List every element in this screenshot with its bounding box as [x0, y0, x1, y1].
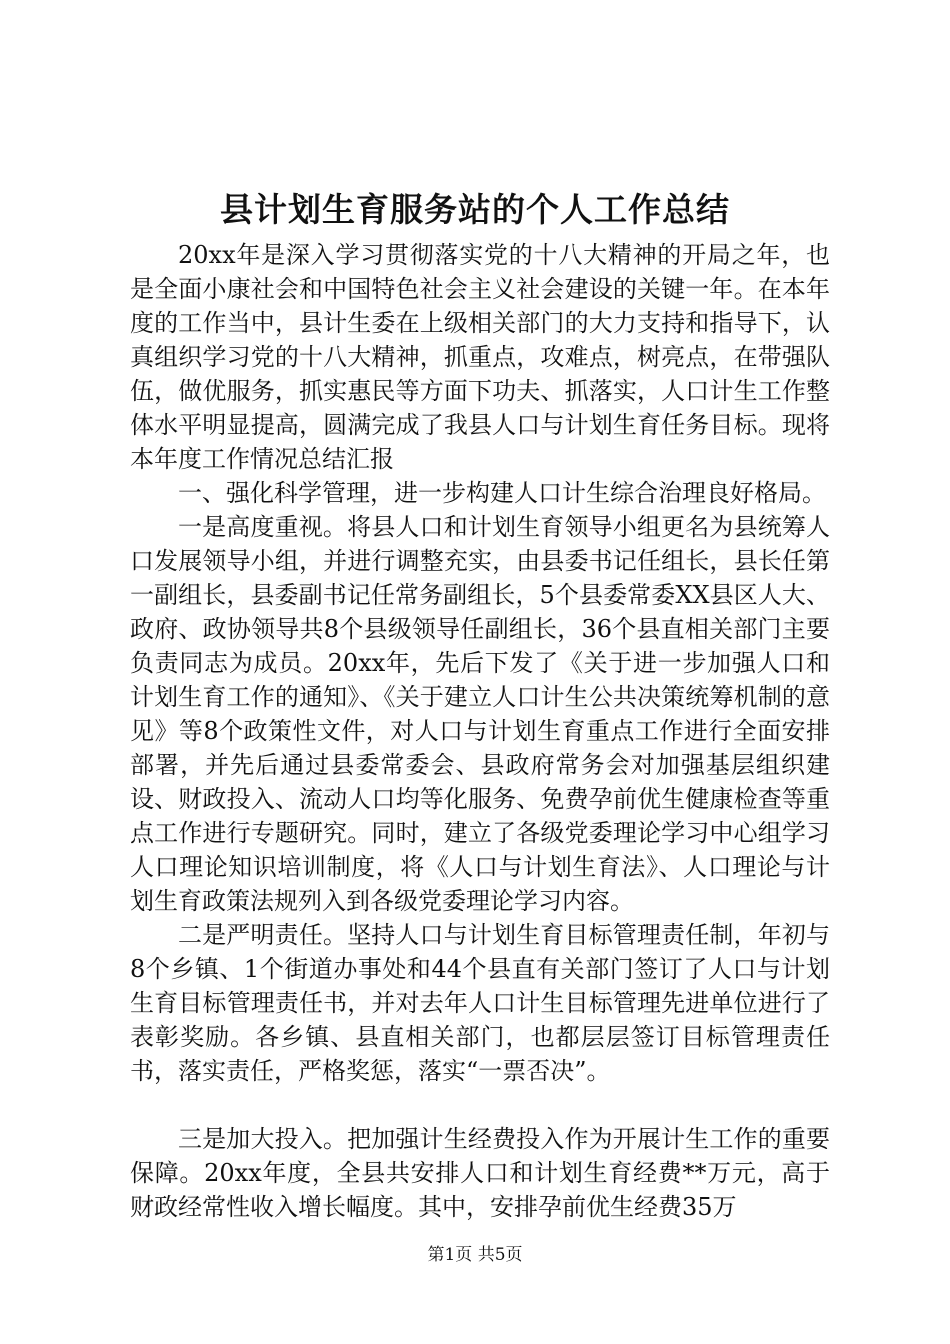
document-title: 县计划生育服务站的个人工作总结 [220, 190, 730, 229]
paragraph-point-three: 三是加大投入。把加强计生经费投入作为开展计生工作的重要保障。20xx年度，全县共安排人口和计划生育经费**万元，高于财政经常性收入增长幅度。其中，安排孕前优生经费35万 [130, 1125, 830, 1221]
paragraph-point-two: 二是严明责任。坚持人口与计划生育目标管理责任制，年初与8个乡镇、1个街道办事处和44个县直有关部门签订了人口与计划生育目标管理责任书，并对去年人口计生目标管理先进单位进行了表彰奖励。各乡镇、县直相关部门，也都层层签订目标管理责任书，落实责任，严格奖惩，落实“一票否决”。 [130, 921, 830, 1085]
document-body [130, 238, 830, 1224]
paragraph-intro: 20xx年是深入学习贯彻落实党的十八大精神的开局之年，也是全面小康社会和中国特色社会主义社会建设的关键一年。在本年度的工作当中，县计生委在上级相关部门的大力支持和指导下，认真组织学习党的十八大精神，抓重点，攻难点，树亮点，在带强队伍，做优服务，抓实惠民等方面下功夫、抓落实，人口计生工作整体水平明显提高，圆满完成了我县人口与计划生育任务目标。现将本年度工作情况总结汇报 [130, 241, 830, 473]
paragraph-point-one: 一是高度重视。将县人口和计划生育领导小组更名为县统筹人口发展领导小组，并进行调整充实，由县委书记任组长，县长任第一副组长，县委副书记任常务副组长，5个县委常委XX县区人大、政府、政协领导共8个县级领导任副组长，36个县直相关部门主要负责同志为成员。20xx年，先后下发了《关于进一步加强人口和计划生育工作的通知》、《关于建立人口计生公共决策统筹机制的意见》等8个政策性文件，对人口与计划生育重点工作进行全面安排部署，并先后通过县委常委会、县政府常务会对加强基层组织建设、财政投入、流动人口均等化服务、免费孕前优生健康检查等重点工作进行专题研究。同时，建立了各级党委理论学习中心组学习人口理论知识培训制度，将《人口与计划生育法》、人口理论与计划生育政策法规列入到各级党委理论学习内容。 [130, 513, 830, 915]
paragraph-section-heading: 一、强化科学管理，进一步构建人口计生综合治理良好格局。 [178, 479, 826, 507]
page-number-footer: 第1页 共5页 [427, 1245, 523, 1265]
